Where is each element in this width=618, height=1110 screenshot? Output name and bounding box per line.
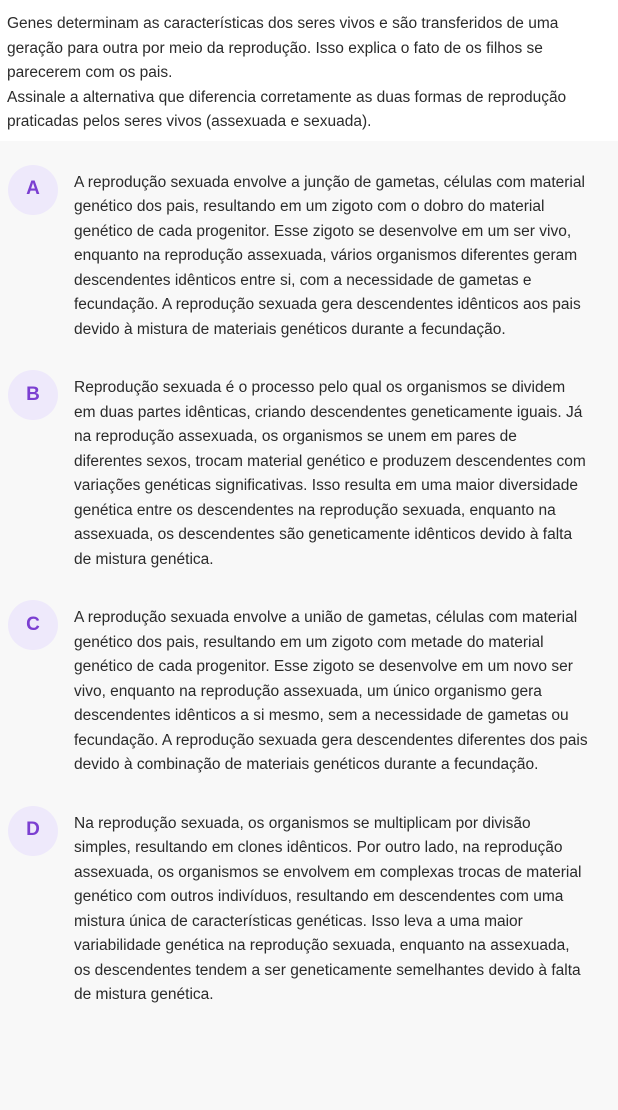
option-text: A reprodução sexuada envolve a união de gametas, células com material genético dos pais, resultando em um zigoto com metade do material genético de cada progenitor. Esse zigoto se desenvolve em um novo ser vivo, enquanto na reprodução assexuada, um único organismo gera descendentes idênticos a si mesmo, sem a necessidade de gametas ou fecundação. A reprodução sexuada gera descendentes diferentes dos pais devido à combinação de materiais genéticos durante a fecundação.: [74, 609, 588, 773]
option-text: Reprodução sexuada é o processo pelo qual os organismos se dividem em duas partes idênticas, criando descendentes geneticamente iguais. Já na reprodução assexuada, os organismos se unem em pares de diferentes sexos, trocam material genético e produzem descendentes com variações genéticas significativas. Isso resulta em uma maior diversidade genética entre os descendentes na reprodução sexuada, enquanto na assexuada, os descendentes são geneticamente idênticos devido à falta de mistura genética.: [74, 379, 586, 568]
answer-option-a[interactable]: [0, 159, 618, 355]
option-letter-badge[interactable]: C: [8, 600, 58, 650]
answer-options: [0, 141, 618, 1020]
answer-option-d[interactable]: [0, 800, 618, 1020]
question-paragraph: Genes determinam as características dos seres vivos e são transferidos de uma geração para outra por meio da reprodução. Isso explica o fato de os filhos se parecerem com os pais.: [7, 15, 559, 81]
option-letter-badge[interactable]: A: [8, 165, 58, 215]
question-prompt: [0, 0, 618, 141]
question-paragraph: Assinale a alternativa que diferencia corretamente as duas formas de reprodução praticadas pelos seres vivos (assexuada e sexuada).: [7, 88, 567, 130]
option-text: Na reprodução sexuada, os organismos se multiplicam por divisão simples, resultando em clones idênticos. Por outro lado, na reprodução assexuada, os organismos se envolvem em complexas trocas de material genético com outros indivíduos, resultando em descendentes com uma mistura única de características genéticas. Isso leva a uma maior variabilidade genética na reprodução sexuada, enquanto na assexuada, os descendentes tendem a ser geneticamente semelhantes devido à falta de mistura genética.: [74, 814, 582, 1003]
answer-option-c[interactable]: [0, 594, 618, 790]
option-letter-badge[interactable]: B: [8, 370, 58, 420]
answer-option-b[interactable]: [0, 364, 618, 584]
option-text: A reprodução sexuada envolve a junção de gametas, células com material genético dos pais, resultando em um zigoto com o dobro do material genético de cada progenitor. Esse zigoto se desenvolve em um ser vivo, enquanto na reprodução assexuada, vários organismos diferentes geram descendentes idênticos entre si, com a necessidade de gametas e fecundação. A reprodução sexuada gera descendentes idênticos aos pais devido à mistura de materiais genéticos durante a fecundação.: [74, 173, 585, 338]
option-letter-badge[interactable]: D: [8, 806, 58, 856]
